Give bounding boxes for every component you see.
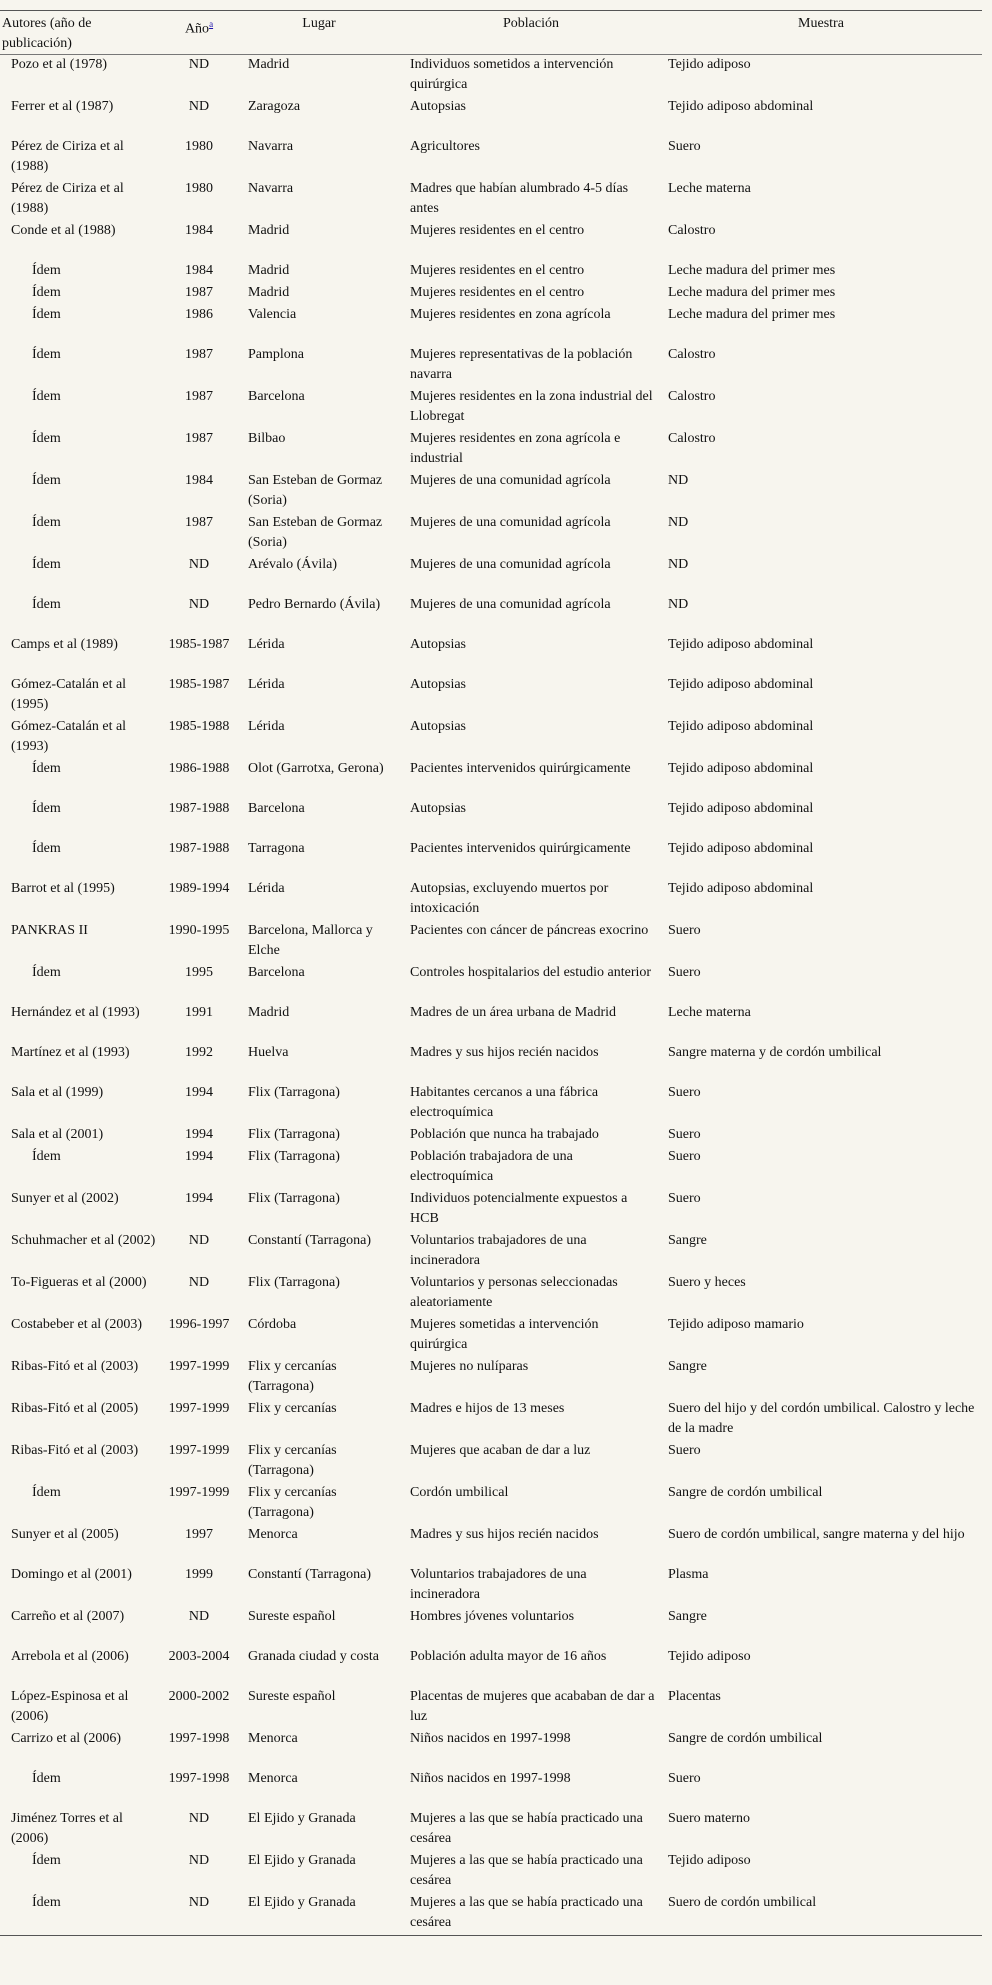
cell-year: ND [188, 99, 210, 114]
cell-author: Hernández et al (1993) [11, 1005, 140, 1020]
cell-place: Lérida [248, 881, 285, 896]
cell-population: Madres que habían alumbrado 4-5 días antes [410, 181, 629, 216]
cell-sample: Tejido adiposo abdominal [668, 761, 814, 776]
cell-population: Placentas de mujeres que acababan de dar a luz [410, 1689, 655, 1724]
header-row [0, 11, 982, 55]
cell-author: Ídem [32, 347, 61, 362]
header-year-label: Año [184, 21, 210, 37]
cell-year: 1991 [185, 1005, 213, 1020]
cell-author: López-Espinosa et al (2006) [11, 1689, 129, 1724]
cell-population: Individuos sometidos a intervención quirúrgica [410, 57, 614, 92]
cell-author: Ídem [32, 841, 61, 856]
cell-author: Ídem [32, 263, 61, 278]
cell-place: Menorca [248, 1771, 298, 1786]
table-row [0, 1273, 982, 1315]
cell-population: Mujeres de una comunidad agrícola [410, 515, 611, 530]
cell-population: Individuos potencialmente expuestos a HCB [410, 1191, 628, 1226]
cell-place: Madrid [248, 1005, 290, 1020]
cell-author: Sunyer et al (2002) [11, 1191, 119, 1206]
cell-population: Mujeres no nulíparas [410, 1359, 529, 1374]
cell-author: Ídem [32, 389, 61, 404]
cell-author: Camps et al (1989) [11, 637, 118, 652]
table-row [0, 471, 982, 513]
cell-year: ND [188, 1609, 210, 1624]
cell-place: San Esteban de Gormaz (Soria) [248, 515, 383, 550]
cell-sample: Sangre [668, 1609, 707, 1624]
cell-author: Sala et al (1999) [11, 1085, 104, 1100]
cell-population: Hombres jóvenes voluntarios [410, 1609, 575, 1624]
cell-sample: ND [668, 557, 689, 572]
cell-place: Flix (Tarragona) [248, 1127, 340, 1142]
cell-place: Barcelona [248, 965, 305, 980]
table-row [0, 1125, 982, 1147]
cell-sample: Sangre de cordón umbilical [668, 1731, 823, 1746]
table-row [0, 97, 982, 137]
cell-year: 1997 [185, 1527, 213, 1542]
table-row [0, 1399, 982, 1441]
table-row [0, 1147, 982, 1189]
table-row [0, 1357, 982, 1399]
cell-population: Autopsias, excluyendo muertos por intoxicación [410, 881, 609, 916]
cell-author: Ídem [32, 597, 61, 612]
table-row [0, 1043, 982, 1083]
cell-year: 1987-1988 [168, 801, 230, 816]
table-row [0, 921, 982, 963]
cell-sample: Tejido adiposo abdominal [668, 881, 814, 896]
table-row [0, 1483, 982, 1525]
year-footnote-link[interactable]: a [209, 19, 214, 29]
cell-sample: Leche materna [668, 181, 751, 196]
cell-author: Ídem [32, 1895, 61, 1910]
cell-year: 1987 [185, 347, 213, 362]
cell-year: ND [188, 1275, 210, 1290]
cell-population: Mujeres residentes en el centro [410, 263, 585, 278]
cell-sample: Tejido adiposo [668, 1649, 751, 1664]
header-population: Población [402, 11, 660, 55]
cell-population: Madres y sus hijos recién nacidos [410, 1527, 599, 1542]
table-row [0, 799, 982, 839]
cell-population: Madres de un área urbana de Madrid [410, 1005, 617, 1020]
cell-sample: Tejido adiposo abdominal [668, 677, 814, 692]
cell-year: 1980 [185, 139, 213, 154]
table-row [0, 675, 982, 717]
cell-year: 1994 [185, 1085, 213, 1100]
table-body [0, 55, 982, 1936]
table-row [0, 261, 982, 283]
cell-year: 1980 [185, 181, 213, 196]
cell-sample: Suero y heces [668, 1275, 746, 1290]
cell-sample: Tejido adiposo [668, 1853, 751, 1868]
cell-year: 1997-1999 [168, 1359, 230, 1374]
table-row [0, 137, 982, 179]
cell-year: 1994 [185, 1127, 213, 1142]
table-row [0, 1189, 982, 1231]
cell-author: Pozo et al (1978) [11, 57, 108, 72]
cell-place: Barcelona [248, 801, 305, 816]
cell-sample: Sangre [668, 1233, 707, 1248]
cell-population: Mujeres residentes en el centro [410, 285, 585, 300]
cell-sample: Plasma [668, 1567, 709, 1582]
cell-place: Lérida [248, 719, 285, 734]
cell-place: Córdoba [248, 1317, 297, 1332]
cell-population: Autopsias [410, 99, 466, 114]
header-year [162, 11, 236, 55]
table-row [0, 283, 982, 305]
cell-population: Mujeres a las que se había practicado una cesárea [410, 1811, 643, 1846]
cell-author: Ídem [32, 307, 61, 322]
cell-author: Ídem [32, 965, 61, 980]
cell-population: Pacientes intervenidos quirúrgicamente [410, 761, 631, 776]
cell-population: Cordón umbilical [410, 1485, 509, 1500]
cell-year: 1989-1994 [168, 881, 230, 896]
cell-place: Olot (Garrotxa, Gerona) [248, 761, 384, 776]
cell-sample: Leche madura del primer mes [668, 263, 836, 278]
cell-author: Arrebola et al (2006) [11, 1649, 129, 1664]
cell-sample: Suero [668, 1771, 701, 1786]
cell-author: Ferrer et al (1987) [11, 99, 114, 114]
cell-author: Ribas-Fitó et al (2003) [11, 1443, 139, 1458]
cell-year: 1985-1987 [168, 677, 230, 692]
cell-population: Población que nunca ha trabajado [410, 1127, 599, 1142]
cell-population: Mujeres de una comunidad agrícola [410, 597, 611, 612]
cell-year: 1986-1988 [168, 761, 230, 776]
table-row [0, 1769, 982, 1809]
cell-sample: Sangre materna y de cordón umbilical [668, 1045, 882, 1060]
table-row [0, 1809, 982, 1851]
table-row [0, 595, 982, 635]
cell-year: 1995 [185, 965, 213, 980]
cell-place: Flix (Tarragona) [248, 1191, 340, 1206]
cell-sample: Suero [668, 965, 701, 980]
cell-population: Mujeres sometidas a intervención quirúrgica [410, 1317, 599, 1352]
cell-place: Flix (Tarragona) [248, 1275, 340, 1290]
cell-population: Voluntarios trabajadores de una incineradora [410, 1233, 587, 1268]
cell-author: Ídem [32, 557, 61, 572]
cell-place: Menorca [248, 1527, 298, 1542]
header-sample: Muestra [660, 11, 982, 55]
cell-population: Autopsias [410, 637, 466, 652]
table-row [0, 513, 982, 555]
cell-place: Arévalo (Ávila) [248, 557, 338, 572]
table-row [0, 1231, 982, 1273]
cell-year: 1987 [185, 389, 213, 404]
cell-population: Autopsias [410, 719, 466, 734]
cell-sample: Tejido adiposo abdominal [668, 637, 814, 652]
cell-year: 2003-2004 [168, 1649, 230, 1664]
table-row [0, 963, 982, 1003]
cell-year: ND [188, 57, 210, 72]
cell-place: Valencia [248, 307, 297, 322]
table-row [0, 1851, 982, 1893]
cell-place: Huelva [248, 1045, 289, 1060]
cell-population: Mujeres a las que se había practicado una cesárea [410, 1853, 643, 1888]
cell-place: Sureste español [248, 1609, 336, 1624]
cell-place: El Ejido y Granada [248, 1853, 356, 1868]
cell-place: Barcelona [248, 389, 305, 404]
cell-place: Madrid [248, 223, 290, 238]
table-row [0, 1315, 982, 1357]
header-place: Lugar [236, 11, 402, 55]
cell-year: 1984 [185, 473, 213, 488]
cell-year: 1997-1998 [168, 1731, 230, 1746]
cell-population: Mujeres residentes en la zona industrial del Llobregat [410, 389, 653, 424]
cell-year: ND [188, 1233, 210, 1248]
cell-year: ND [188, 597, 210, 612]
cell-author: Domingo et al (2001) [11, 1567, 132, 1582]
cell-place: Barcelona, Mallorca y Elche [248, 923, 373, 958]
cell-year: 1997-1999 [168, 1443, 230, 1458]
cell-sample: Tejido adiposo abdominal [668, 801, 814, 816]
cell-author: Ídem [32, 1771, 61, 1786]
cell-author: Gómez-Catalán et al (1993) [11, 719, 127, 754]
cell-author: Schuhmacher et al (2002) [11, 1233, 156, 1248]
table-row [0, 221, 982, 261]
cell-population: Voluntarios y personas seleccionadas aleatoriamente [410, 1275, 618, 1310]
cell-place: Pedro Bernardo (Ávila) [248, 597, 381, 612]
cell-sample: Calostro [668, 389, 716, 404]
cell-place: Flix (Tarragona) [248, 1149, 340, 1164]
cell-population: Mujeres representativas de la población navarra [410, 347, 633, 382]
cell-year: 1987-1988 [168, 841, 230, 856]
cell-population: Autopsias [410, 801, 466, 816]
cell-author: Costabeber et al (2003) [11, 1317, 143, 1332]
cell-year: 1992 [185, 1045, 213, 1060]
cell-author: Sunyer et al (2005) [11, 1527, 119, 1542]
table-row [0, 345, 982, 387]
cell-year: 1994 [185, 1149, 213, 1164]
table-row [0, 717, 982, 759]
cell-year: 1994 [185, 1191, 213, 1206]
cell-place: Flix y cercanías [248, 1401, 337, 1416]
cell-population: Autopsias [410, 677, 466, 692]
table-row [0, 555, 982, 595]
cell-population: Habitantes cercanos a una fábrica electroquímica [410, 1085, 599, 1120]
cell-author: Carrizo et al (2006) [11, 1731, 122, 1746]
cell-place: Lérida [248, 677, 285, 692]
cell-sample: Suero [668, 1443, 701, 1458]
cell-sample: Sangre [668, 1359, 707, 1374]
cell-place: El Ejido y Granada [248, 1895, 356, 1910]
table-row [0, 1083, 982, 1125]
cell-population: Población adulta mayor de 16 años [410, 1649, 607, 1664]
table-row [0, 1687, 982, 1729]
cell-population: Controles hospitalarios del estudio anterior [410, 965, 652, 980]
cell-author: Ídem [32, 515, 61, 530]
cell-place: Flix y cercanías (Tarragona) [248, 1485, 337, 1520]
cell-sample: Suero [668, 139, 701, 154]
cell-sample: ND [668, 515, 689, 530]
table-header [0, 11, 982, 55]
table-row [0, 387, 982, 429]
table-row [0, 759, 982, 799]
cell-place: Madrid [248, 57, 290, 72]
cell-author: PANKRAS II [11, 923, 88, 938]
cell-year: 1986 [185, 307, 213, 322]
table-row [0, 1607, 982, 1647]
cell-author: Ídem [32, 431, 61, 446]
table-row [0, 1893, 982, 1936]
cell-year: 1997-1998 [168, 1771, 230, 1786]
cell-author: Pérez de Ciriza et al (1988) [11, 139, 124, 174]
cell-year: ND [188, 1895, 210, 1910]
cell-population: Mujeres a las que se había practicado una cesárea [410, 1895, 643, 1930]
cell-author: Ribas-Fitó et al (2005) [11, 1401, 139, 1416]
cell-author: Pérez de Ciriza et al (1988) [11, 181, 124, 216]
cell-population: Mujeres residentes en zona agrícola e industrial [410, 431, 621, 466]
cell-sample: Suero [668, 1191, 701, 1206]
cell-author: Ídem [32, 1149, 61, 1164]
cell-population: Mujeres de una comunidad agrícola [410, 557, 611, 572]
cell-year: 2000-2002 [168, 1689, 230, 1704]
cell-author: Ídem [32, 1853, 61, 1868]
cell-sample: Suero de cordón umbilical, sangre materna y del hijo [668, 1527, 965, 1542]
cell-author: Ídem [32, 761, 61, 776]
cell-sample: Tejido adiposo mamario [668, 1317, 804, 1332]
cell-sample: Suero materno [668, 1811, 751, 1826]
cell-sample: Placentas [668, 1689, 721, 1704]
cell-year: 1997-1999 [168, 1485, 230, 1500]
cell-year: 1987 [185, 285, 213, 300]
cell-sample: Leche madura del primer mes [668, 307, 836, 322]
table-row [0, 635, 982, 675]
cell-sample: Calostro [668, 223, 716, 238]
cell-year: ND [188, 1811, 210, 1826]
cell-sample: Tejido adiposo abdominal [668, 841, 814, 856]
cell-author: Conde et al (1988) [11, 223, 116, 238]
cell-sample: Tejido adiposo abdominal [668, 719, 814, 734]
table-row [0, 879, 982, 921]
cell-sample: Suero del hijo y del cordón umbilical. Calostro y leche de la madre [668, 1401, 975, 1436]
table-row [0, 1565, 982, 1607]
cell-place: El Ejido y Granada [248, 1811, 356, 1826]
cell-place: Flix (Tarragona) [248, 1085, 340, 1100]
cell-author: Sala et al (2001) [11, 1127, 104, 1142]
cell-population: Madres y sus hijos recién nacidos [410, 1045, 599, 1060]
cell-author: Ídem [32, 1485, 61, 1500]
cell-author: Gómez-Catalán et al (1995) [11, 677, 127, 712]
cell-sample: Suero [668, 1149, 701, 1164]
cell-year: 1984 [185, 223, 213, 238]
cell-author: Carreño et al (2007) [11, 1609, 125, 1624]
table-row [0, 305, 982, 345]
cell-year: 1999 [185, 1567, 213, 1582]
cell-author: To-Figueras et al (2000) [11, 1275, 147, 1290]
cell-place: Constantí (Tarragona) [248, 1233, 372, 1248]
cell-population: Niños nacidos en 1997-1998 [410, 1771, 571, 1786]
cell-population: Pacientes con cáncer de páncreas exocrino [410, 923, 649, 938]
cell-sample: Suero [668, 1127, 701, 1142]
cell-sample: Tejido adiposo [668, 57, 751, 72]
table-row [0, 429, 982, 471]
cell-population: Mujeres residentes en el centro [410, 223, 585, 238]
cell-sample: Leche materna [668, 1005, 751, 1020]
cell-place: Navarra [248, 139, 294, 154]
cell-year: ND [188, 1853, 210, 1868]
cell-place: Flix y cercanías (Tarragona) [248, 1359, 337, 1394]
cell-year: 1987 [185, 515, 213, 530]
table-row [0, 1647, 982, 1687]
table-row [0, 1441, 982, 1483]
cell-year: 1987 [185, 431, 213, 446]
table-row [0, 55, 982, 98]
cell-place: Madrid [248, 285, 290, 300]
cell-year: 1997-1999 [168, 1401, 230, 1416]
cell-place: Zaragoza [248, 99, 301, 114]
cell-author: Ídem [32, 473, 61, 488]
cell-sample: Leche madura del primer mes [668, 285, 836, 300]
table-row [0, 179, 982, 221]
cell-author: Ídem [32, 285, 61, 300]
cell-population: Población trabajadora de una electroquímica [410, 1149, 573, 1184]
cell-place: Lérida [248, 637, 285, 652]
cell-sample: ND [668, 597, 689, 612]
cell-year: 1990-1995 [168, 923, 230, 938]
cell-sample: Suero de cordón umbilical [668, 1895, 817, 1910]
cell-place: Sureste español [248, 1689, 336, 1704]
cell-population: Voluntarios trabajadores de una incineradora [410, 1567, 587, 1602]
cell-sample: Calostro [668, 347, 716, 362]
header-author: Autores (año de publicación) [0, 11, 162, 55]
table-row [0, 1525, 982, 1565]
cell-place: Madrid [248, 263, 290, 278]
table-row [0, 1729, 982, 1769]
cell-population: Niños nacidos en 1997-1998 [410, 1731, 571, 1746]
cell-year: 1985-1988 [168, 719, 230, 734]
cell-place: Navarra [248, 181, 294, 196]
cell-author: Ídem [32, 801, 61, 816]
studies-table [0, 10, 982, 1936]
cell-sample: ND [668, 473, 689, 488]
cell-population: Madres e hijos de 13 meses [410, 1401, 565, 1416]
cell-year: 1984 [185, 263, 213, 278]
cell-sample: Sangre de cordón umbilical [668, 1485, 823, 1500]
cell-population: Pacientes intervenidos quirúrgicamente [410, 841, 631, 856]
cell-place: Constantí (Tarragona) [248, 1567, 372, 1582]
table-row [0, 1003, 982, 1043]
cell-sample: Suero [668, 923, 701, 938]
cell-sample: Suero [668, 1085, 701, 1100]
cell-population: Mujeres residentes en zona agrícola [410, 307, 611, 322]
cell-place: Granada ciudad y costa [248, 1649, 379, 1664]
cell-place: Tarragona [248, 841, 305, 856]
cell-place: Bilbao [248, 431, 286, 446]
cell-year: 1996-1997 [168, 1317, 230, 1332]
cell-author: Barrot et al (1995) [11, 881, 115, 896]
table-row [0, 839, 982, 879]
cell-sample: Tejido adiposo abdominal [668, 99, 814, 114]
cell-population: Mujeres de una comunidad agrícola [410, 473, 611, 488]
cell-year: 1985-1987 [168, 637, 230, 652]
cell-place: Menorca [248, 1731, 298, 1746]
cell-place: Flix y cercanías (Tarragona) [248, 1443, 337, 1478]
cell-author: Ribas-Fitó et al (2003) [11, 1359, 139, 1374]
cell-population: Agricultores [410, 139, 480, 154]
cell-author: Martínez et al (1993) [11, 1045, 130, 1060]
cell-year: ND [188, 557, 210, 572]
cell-place: Pamplona [248, 347, 304, 362]
cell-author: Jiménez Torres et al (2006) [11, 1811, 123, 1846]
cell-population: Mujeres que acaban de dar a luz [410, 1443, 591, 1458]
cell-place: San Esteban de Gormaz (Soria) [248, 473, 383, 508]
cell-sample: Calostro [668, 431, 716, 446]
